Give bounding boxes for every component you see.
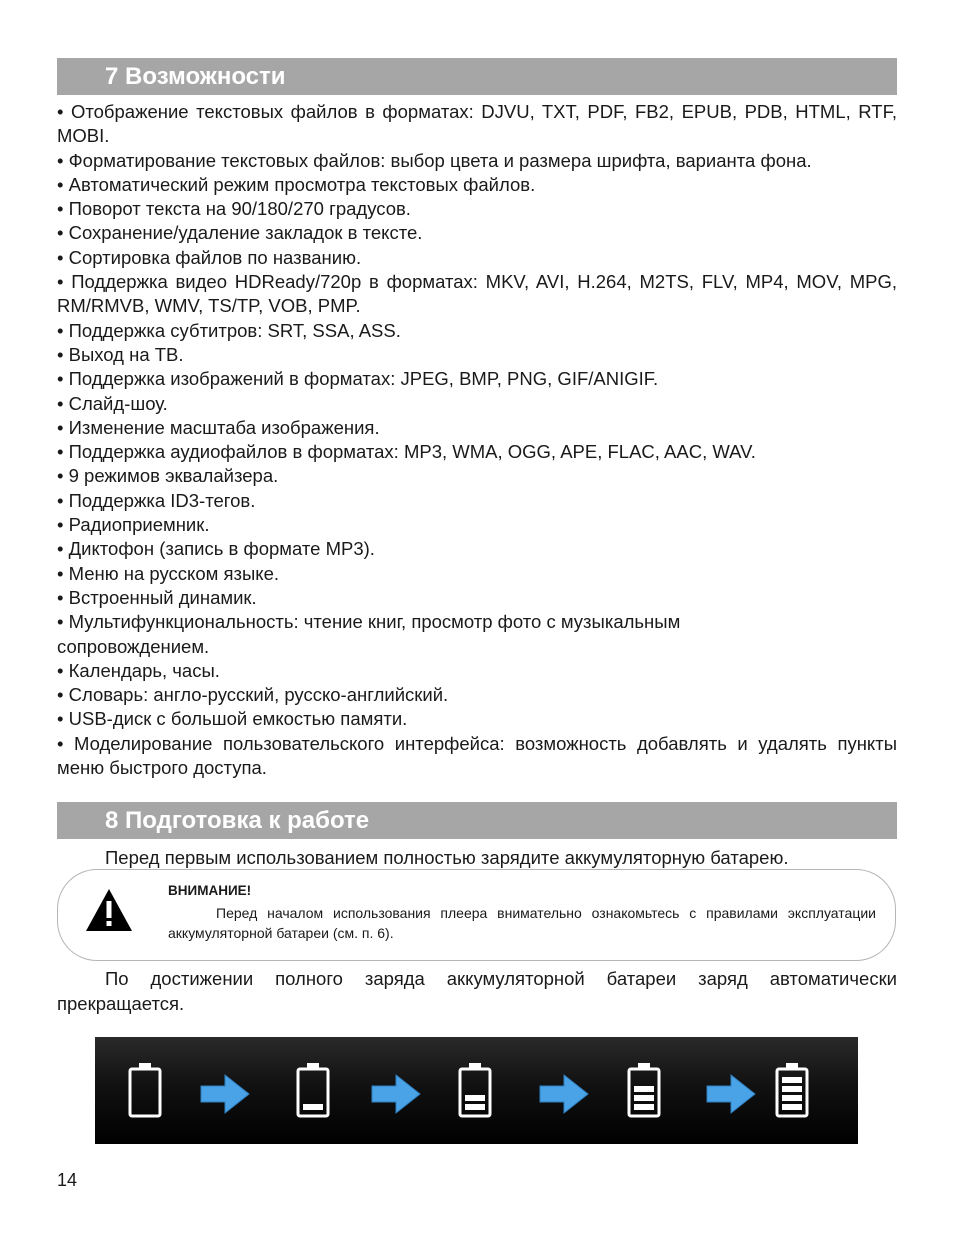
feature-item: • Поддержка субтитров: SRT, SSA, ASS. [57,319,401,341]
feature-item: • Автоматический режим просмотра текстовых файлов. [57,173,536,195]
arrow-right-icon [538,1073,590,1115]
battery-icon [296,1062,330,1118]
warning-text: Перед началом использования плеера внимательно ознакомьтесь с правилами эксплуатации аккумуляторной батареи (см. п. 6). [168,905,876,941]
feature-item: • Моделирование пользовательского интерфейса: возможность добавлять и удалять пункты меню быстрого доступа. [57,732,897,779]
feature-item: • Сохранение/удаление закладок в тексте. [57,222,423,244]
battery-charge-sequence [95,1037,858,1144]
arrow-right-icon [705,1073,757,1115]
feature-item: • Поворот текста на 90/180/270 градусов. [57,198,411,220]
feature-item: • Поддержка ID3-тегов. [57,489,256,511]
battery-icon [458,1062,492,1118]
feature-item: • Изменение масштаба изображения. [57,416,380,438]
feature-item: • Поддержка аудиофайлов в форматах: MP3, WMA, OGG, APE, FLAC, AAC, WAV. [57,441,756,463]
battery-icon [627,1062,661,1118]
feature-item: • Меню на русском языке. [57,562,279,584]
page-number: 14 [57,1170,78,1190]
feature-item: • Поддержка изображений в форматах: JPEG, BMP, PNG, GIF/ANIGIF. [57,368,659,390]
section-8-header [57,802,897,839]
feature-item: • Сортировка файлов по названию. [57,246,362,268]
feature-item: • Словарь: англо-русский, русско-английский. [57,684,449,706]
feature-item: • Радиоприемник. [57,514,210,536]
section-7-header [57,58,897,95]
feature-item: • 9 режимов эквалайзера. [57,465,279,487]
feature-item: • Поддержка видео HDReady/720p в форматах: MKV, AVI, H.264, M2TS, FLV, MP4, MOV, MPG, RM/RMVB, WMV, TS/TP, VOB, PMP. [57,271,897,317]
feature-item: • Слайд-шоу. [57,392,168,414]
feature-item: • Календарь, часы. [57,659,220,681]
arrow-right-icon [199,1073,251,1115]
section-8-title: 8 Подготовка к работе [105,807,370,834]
feature-item: • Диктофон (запись в формате MP3). [57,538,375,560]
feature-item: • Отображение текстовых файлов в форматах: DJVU, TXT, PDF, FB2, EPUB, PDB, HTML, RTF, MOBI. [57,101,897,147]
warning-title: ВНИМАНИЕ! [168,883,252,898]
features-list [57,100,897,780]
feature-item: • USB-диск с большой емкостью памяти. [57,708,408,730]
section-7-title: 7 Возможности [105,63,286,90]
warning-icon [85,888,133,932]
feature-item: • Выход на ТВ. [57,343,184,365]
arrow-right-icon [370,1073,422,1115]
preparation-intro: Перед первым использованием полностью зарядите аккумуляторную батарею. [105,847,789,868]
warning-box [57,869,896,961]
charged-note: По достижении полного заряда аккумуляторной батареи заряд автоматически прекращается. [57,968,897,1014]
feature-item: • Встроенный динамик. [57,586,257,608]
battery-icon [775,1062,809,1118]
feature-item: • Форматирование текстовых файлов: выбор цвета и размера шрифта, варианта фона. [57,149,812,171]
battery-icon [128,1062,162,1118]
feature-item: • Мультифункциональность: чтение книг, просмотр фото с музыкальным сопровождением. [57,611,681,657]
